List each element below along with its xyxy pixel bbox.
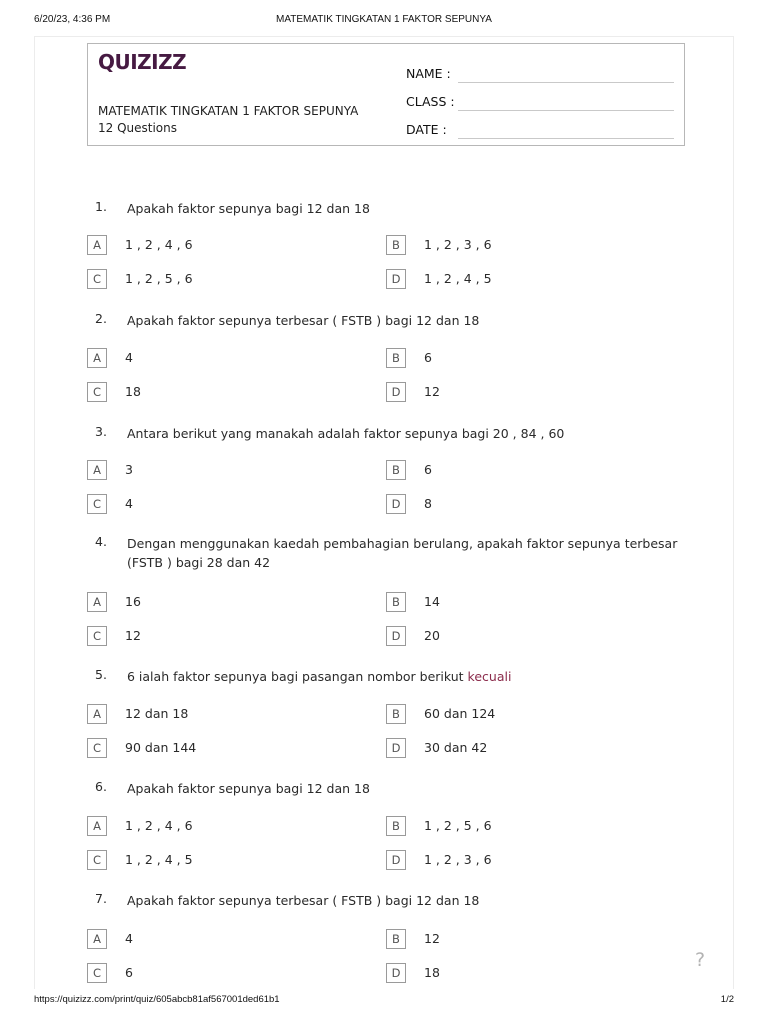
option-letter: D	[386, 850, 406, 870]
option-letter: C	[87, 626, 107, 646]
option-letter: C	[87, 963, 107, 983]
date-label: DATE :	[406, 122, 447, 137]
question-text: Apakah faktor sepunya terbesar ( FSTB ) bagi 12 dan 18	[127, 313, 480, 328]
option-text: 30 dan 42	[424, 740, 488, 755]
option-text: 60 dan 124	[424, 706, 496, 721]
class-field-line[interactable]	[458, 110, 674, 111]
question-text: Antara berikut yang manakah adalah faktor sepunya bagi 20 , 84 , 60	[127, 426, 565, 441]
option-letter: B	[386, 704, 406, 724]
print-url: https://quizizz.com/print/quiz/605abcb81af567001ded61b1	[34, 994, 280, 1005]
option-text: 18	[424, 965, 440, 980]
option-text: 14	[424, 594, 440, 609]
name-field-line[interactable]	[458, 82, 674, 83]
option-letter: C	[87, 382, 107, 402]
question-emphasis: kecuali	[467, 669, 512, 684]
question-text: Apakah faktor sepunya terbesar ( FSTB ) bagi 12 dan 18	[127, 893, 480, 908]
print-datetime: 6/20/23, 4:36 PM	[34, 14, 111, 25]
question-number: 6.	[95, 779, 107, 794]
option-letter: B	[386, 348, 406, 368]
question-number: 1.	[95, 199, 107, 214]
print-page-number: 1/2	[720, 994, 734, 1005]
question-count: 12 Questions	[98, 121, 178, 135]
option-text: 1 , 2 , 4 , 5	[125, 852, 193, 867]
option-text: 4	[125, 496, 133, 511]
option-text: 6	[125, 965, 133, 980]
option-letter: A	[87, 704, 107, 724]
option-letter: B	[386, 929, 406, 949]
worksheet-page	[34, 36, 734, 989]
option-text: 1 , 2 , 4 , 5	[424, 271, 492, 286]
question-number: 3.	[95, 424, 107, 439]
question-number: 2.	[95, 311, 107, 326]
quiz-title: MATEMATIK TINGKATAN 1 FAKTOR SEPUNYA	[98, 104, 359, 118]
option-letter: B	[386, 816, 406, 836]
option-letter: A	[87, 929, 107, 949]
option-text: 6	[424, 350, 432, 365]
class-label: CLASS :	[406, 94, 455, 109]
print-footer	[0, 994, 768, 1010]
question-text-main: 6 ialah faktor sepunya bagi pasangan nombor berikut	[127, 669, 468, 684]
option-text: 8	[424, 496, 432, 511]
option-text: 1 , 2 , 4 , 6	[125, 818, 193, 833]
option-text: 1 , 2 , 3 , 6	[424, 852, 492, 867]
option-letter: D	[386, 626, 406, 646]
question-number: 7.	[95, 891, 107, 906]
option-letter: D	[386, 738, 406, 758]
option-letter: C	[87, 269, 107, 289]
option-letter: D	[386, 269, 406, 289]
option-letter: A	[87, 816, 107, 836]
name-label: NAME :	[406, 66, 451, 81]
option-letter: D	[386, 963, 406, 983]
option-letter: B	[386, 592, 406, 612]
question-text: Apakah faktor sepunya bagi 12 dan 18	[127, 201, 370, 216]
option-text: 1 , 2 , 4 , 6	[125, 237, 193, 252]
option-text: 12	[125, 628, 141, 643]
option-text: 12	[424, 384, 440, 399]
option-text: 6	[424, 462, 432, 477]
print-title: MATEMATIK TINGKATAN 1 FAKTOR SEPUNYA	[276, 14, 492, 25]
question-number: 4.	[95, 534, 107, 549]
option-text: 20	[424, 628, 440, 643]
option-text: 12 dan 18	[125, 706, 189, 721]
option-text: 1 , 2 , 3 , 6	[424, 237, 492, 252]
option-letter: A	[87, 592, 107, 612]
option-text: 18	[125, 384, 141, 399]
question-text	[127, 667, 687, 686]
question-text: Apakah faktor sepunya bagi 12 dan 18	[127, 781, 370, 796]
option-letter: A	[87, 460, 107, 480]
option-text: 90 dan 144	[125, 740, 197, 755]
option-text: 12	[424, 931, 440, 946]
option-text: 3	[125, 462, 133, 477]
option-letter: D	[386, 382, 406, 402]
option-letter: A	[87, 348, 107, 368]
option-letter: B	[386, 235, 406, 255]
option-letter: C	[87, 494, 107, 514]
option-letter: D	[386, 494, 406, 514]
date-field-line[interactable]	[458, 138, 674, 139]
question-mark-icon[interactable]: ?	[695, 949, 706, 971]
option-letter: C	[87, 738, 107, 758]
option-text: 4	[125, 931, 133, 946]
quizizz-logo: QUIZIZZ	[98, 50, 187, 74]
option-text: 4	[125, 350, 133, 365]
info-box	[87, 43, 685, 146]
option-letter: B	[386, 460, 406, 480]
option-letter: C	[87, 850, 107, 870]
option-letter: A	[87, 235, 107, 255]
option-text: 16	[125, 594, 141, 609]
print-header	[0, 14, 768, 30]
option-text: 1 , 2 , 5 , 6	[424, 818, 492, 833]
question-text: Dengan menggunakan kaedah pembahagian berulang, apakah faktor sepunya terbesar (FSTB ) bagi 28 dan 42	[127, 536, 678, 570]
question-number: 5.	[95, 667, 107, 682]
option-text: 1 , 2 , 5 , 6	[125, 271, 193, 286]
